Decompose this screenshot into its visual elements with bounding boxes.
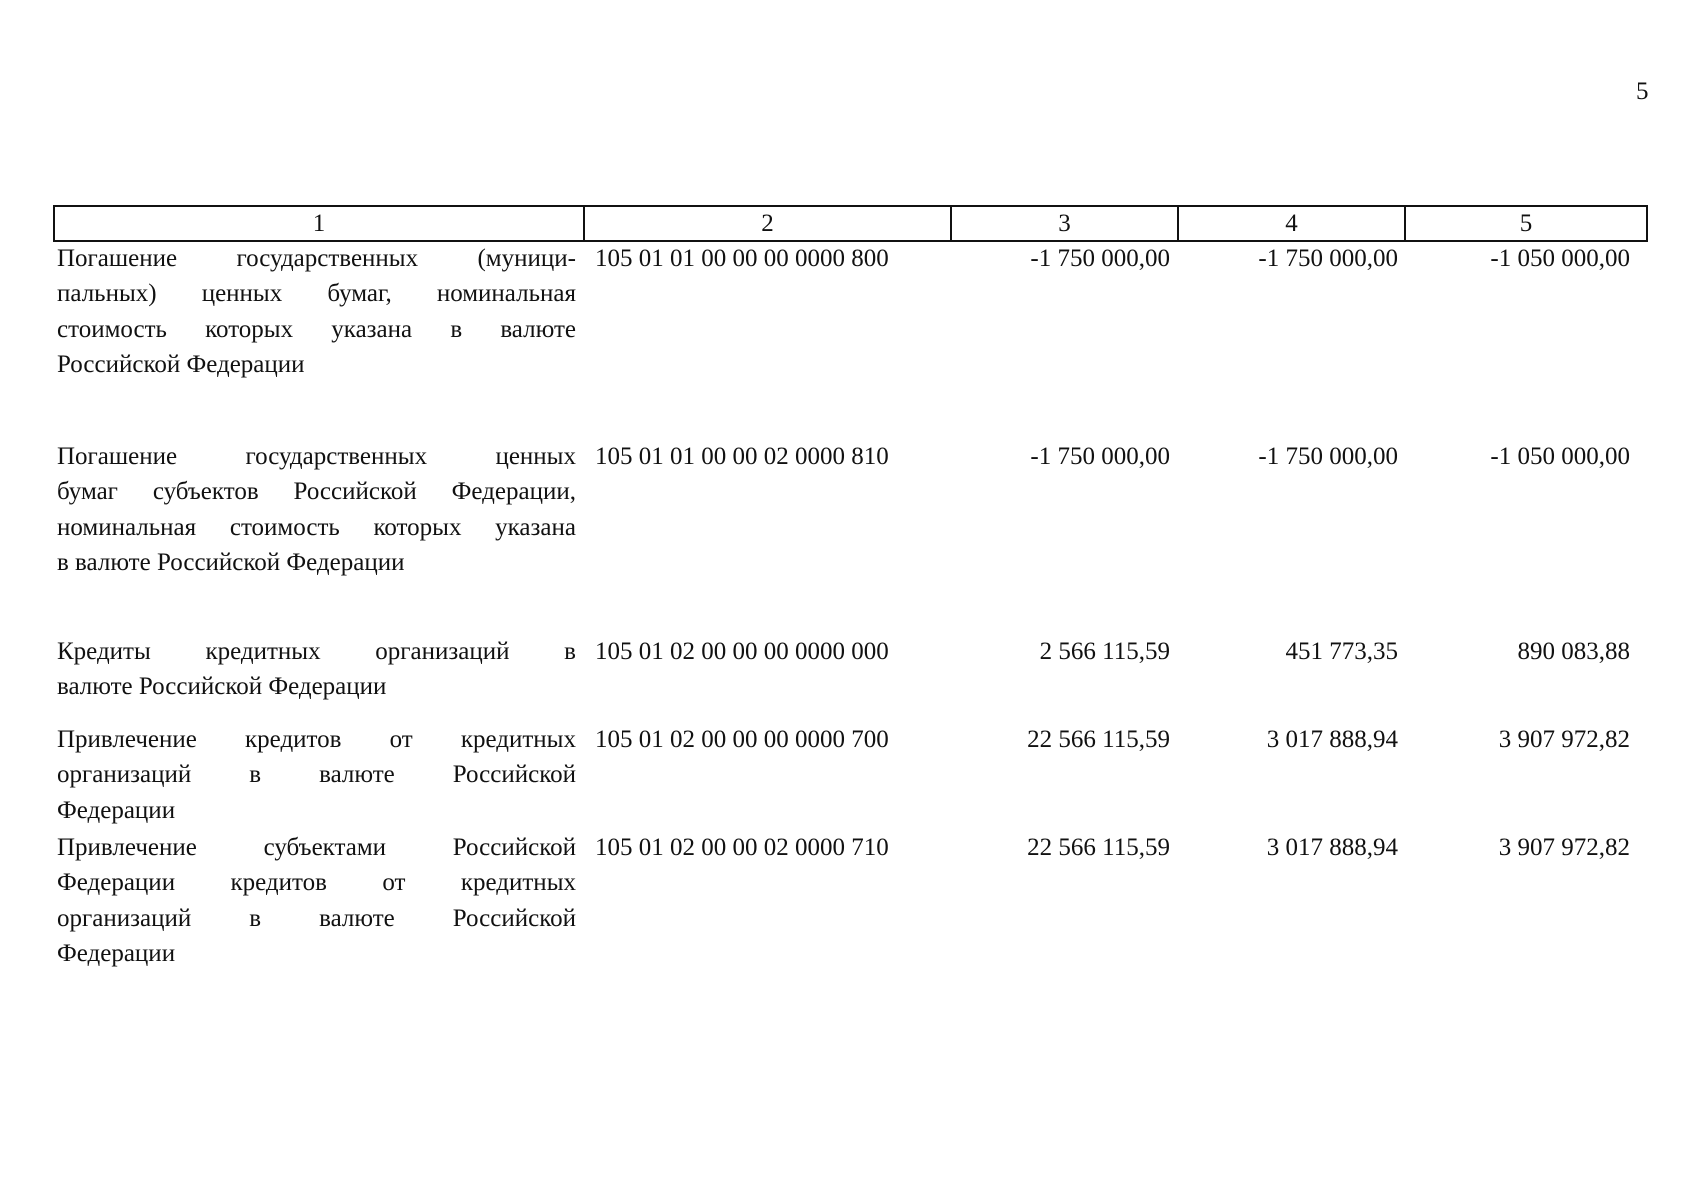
name-line <box>57 830 576 865</box>
name-word: кредитных <box>460 869 576 897</box>
header-cell-2: 2 <box>585 207 952 240</box>
row-name-cell <box>57 241 576 383</box>
name-word: валюте <box>319 761 395 789</box>
name-line <box>57 241 576 276</box>
name-word: валюте <box>319 904 395 932</box>
name-word: Кредиты <box>57 638 151 665</box>
row-code-cell: 105 01 02 00 00 02 0000 710 <box>595 834 889 861</box>
name-word: субъектов <box>152 478 259 506</box>
name-line <box>57 439 576 474</box>
name-word: стоимость <box>229 513 340 541</box>
row-value-col5: 3 907 972,82 <box>1498 834 1630 861</box>
row-value-col3: -1 750 000,00 <box>1030 245 1170 272</box>
name-word: государственных <box>245 443 428 470</box>
name-word: организаций <box>57 904 192 932</box>
name-word: государственных <box>236 245 419 272</box>
name-word: организаций <box>375 638 510 665</box>
name-word: кредитов <box>230 869 327 897</box>
row-name-cell <box>57 439 576 581</box>
name-word: ценных <box>201 280 283 308</box>
row-value-col5: -1 050 000,00 <box>1490 245 1630 272</box>
name-word: указана <box>495 513 576 541</box>
row-code-cell: 105 01 02 00 00 00 0000 000 <box>595 638 889 665</box>
name-word: Российской <box>452 834 576 861</box>
name-line <box>57 474 576 509</box>
name-word: стоимость <box>57 315 167 343</box>
name-word: которых <box>205 315 294 343</box>
name-word: которых <box>373 513 462 541</box>
row-code-cell: 105 01 01 00 00 00 0000 800 <box>595 245 889 272</box>
row-value-col4: -1 750 000,00 <box>1258 245 1398 272</box>
row-value-col4: 3 017 888,94 <box>1266 834 1398 861</box>
row-value-col3: 22 566 115,59 <box>1027 834 1170 861</box>
name-line <box>57 936 576 971</box>
name-word: бумаг <box>57 478 118 506</box>
row-value-col5: -1 050 000,00 <box>1490 443 1630 470</box>
name-line <box>57 276 576 311</box>
name-word: Погашение <box>57 443 178 470</box>
name-word: организаций <box>57 761 192 789</box>
name-word: в <box>450 315 463 343</box>
name-word: пальных) <box>57 280 157 308</box>
header-cell-3: 3 <box>952 207 1179 240</box>
name-word: ценных <box>495 443 576 470</box>
row-value-col5: 3 907 972,82 <box>1498 726 1630 753</box>
header-cell-4: 4 <box>1179 207 1406 240</box>
name-word: Российской <box>452 761 576 789</box>
name-word: Российской <box>293 478 417 506</box>
name-line <box>57 347 576 382</box>
name-word: в <box>249 904 262 932</box>
name-word: Федерации, <box>451 478 576 506</box>
name-word: указана <box>331 315 413 343</box>
row-value-col4: 451 773,35 <box>1285 638 1398 665</box>
name-word: (муници- <box>477 245 576 272</box>
name-word: Федерации <box>57 796 176 824</box>
name-line <box>57 545 576 580</box>
row-value-col5: 890 083,88 <box>1517 638 1630 665</box>
row-value-col3: 2 566 115,59 <box>1039 638 1170 665</box>
row-name-cell <box>57 722 576 828</box>
page-number: 5 <box>1636 78 1649 105</box>
row-value-col3: -1 750 000,00 <box>1030 443 1170 470</box>
row-value-col3: 22 566 115,59 <box>1027 726 1170 753</box>
row-name-cell <box>57 634 576 705</box>
name-word: Российской Федерации <box>57 351 305 379</box>
name-word: Погашение <box>57 245 178 272</box>
header-cell-1: 1 <box>55 207 585 240</box>
name-line <box>57 634 576 669</box>
name-line <box>57 901 576 936</box>
row-name-cell <box>57 830 576 972</box>
name-word: Федерации <box>57 940 176 968</box>
name-word: кредитных <box>205 638 321 665</box>
header-cell-5: 5 <box>1519 210 1533 237</box>
name-line <box>57 510 576 545</box>
name-word: от <box>382 869 406 897</box>
name-word: субъектами <box>263 834 387 861</box>
name-word: кредитов <box>245 726 342 753</box>
name-word: в <box>564 638 576 665</box>
name-line <box>57 865 576 900</box>
name-line <box>57 669 576 704</box>
name-line <box>57 793 576 828</box>
name-word: валюте Российской Федерации <box>57 673 387 701</box>
name-word: кредитных <box>460 726 576 753</box>
name-line <box>57 757 576 792</box>
row-value-col4: -1 750 000,00 <box>1258 443 1398 470</box>
name-word: от <box>389 726 413 753</box>
name-word: Российской <box>452 904 576 932</box>
name-word: валюте <box>500 315 576 343</box>
name-word: бумаг, <box>327 280 392 308</box>
name-line <box>57 722 576 757</box>
name-word: в <box>249 761 262 789</box>
row-value-col4: 3 017 888,94 <box>1266 726 1398 753</box>
name-word: Привлечение <box>57 726 197 753</box>
name-word: в валюте Российской Федерации <box>57 549 405 577</box>
name-word: номинальная <box>57 513 197 541</box>
name-word: Привлечение <box>57 834 197 861</box>
table-header <box>53 205 1648 242</box>
name-word: Федерации <box>57 869 176 897</box>
row-code-cell: 105 01 02 00 00 00 0000 700 <box>595 726 889 753</box>
name-line <box>57 312 576 347</box>
name-word: номинальная <box>436 280 576 308</box>
row-code-cell: 105 01 01 00 00 02 0000 810 <box>595 443 889 470</box>
